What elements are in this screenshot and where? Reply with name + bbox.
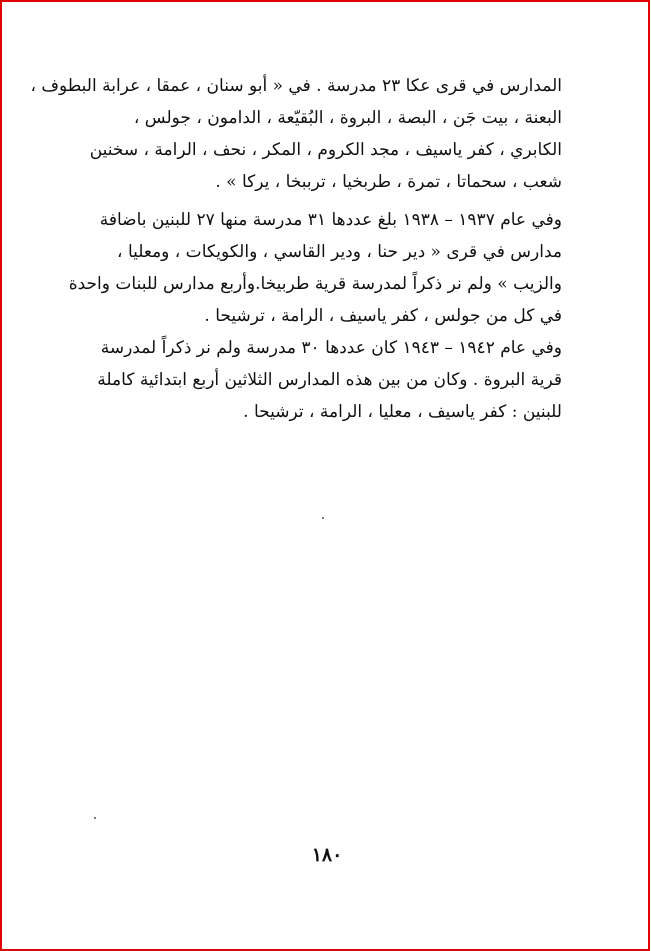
- page-number: ١٨٠: [311, 844, 343, 866]
- text-line: شعب ، سحماتا ، تمرة ، طربخيا ، ترببخا ، يركا » .: [215, 172, 562, 192]
- paragraph-3: [92, 332, 562, 428]
- text-line: مدارس في قرى « دير حنا ، ودير القاسي ، والكويكات ، ومعليا ،: [117, 242, 562, 262]
- text-line: البعنة ، بيت جَن ، البصة ، البروة ، البُقيّعة ، الدامون ، جولس ،: [133, 108, 562, 128]
- text-line: للبنين : كفر ياسيف ، معليا ، الرامة ، ترشيحا .: [243, 402, 562, 422]
- text-line: والزيب » ولم نر ذكراً لمدرسة قرية طربيخا.وأربع مدارس للبنات واحدة: [68, 274, 562, 294]
- text-line: في كل من جولس ، كفر ياسيف ، الرامة ، ترشيحا .: [204, 306, 562, 326]
- text-line: قرية البروة . وكان من بين هذه المدارس الثلاثين أربع ابتدائية كاملة: [97, 370, 562, 390]
- scan-speck: [322, 517, 324, 519]
- text-line: وفي عام ١٩٣٧ – ١٩٣٨ بلغ عددها ٣١ مدرسة منها ٢٧ للبنين باضافة: [99, 210, 562, 230]
- text-line: الكابري ، كفر ياسيف ، مجد الكروم ، المكر ، نحف ، الرامة ، سخنين: [89, 140, 562, 160]
- text-line: المدارس في قرى عكا ٢٣ مدرسة . في « أبو سنان ، عمقا ، عرابة البطوف ،: [30, 76, 562, 96]
- scan-speck: [94, 817, 96, 819]
- paragraph-1: [30, 70, 562, 198]
- text-line: وفي عام ١٩٤٢ – ١٩٤٣ كان عددها ٣٠ مدرسة ولم نر ذكراً لمدرسة: [100, 338, 562, 358]
- paragraph-2: [68, 204, 562, 332]
